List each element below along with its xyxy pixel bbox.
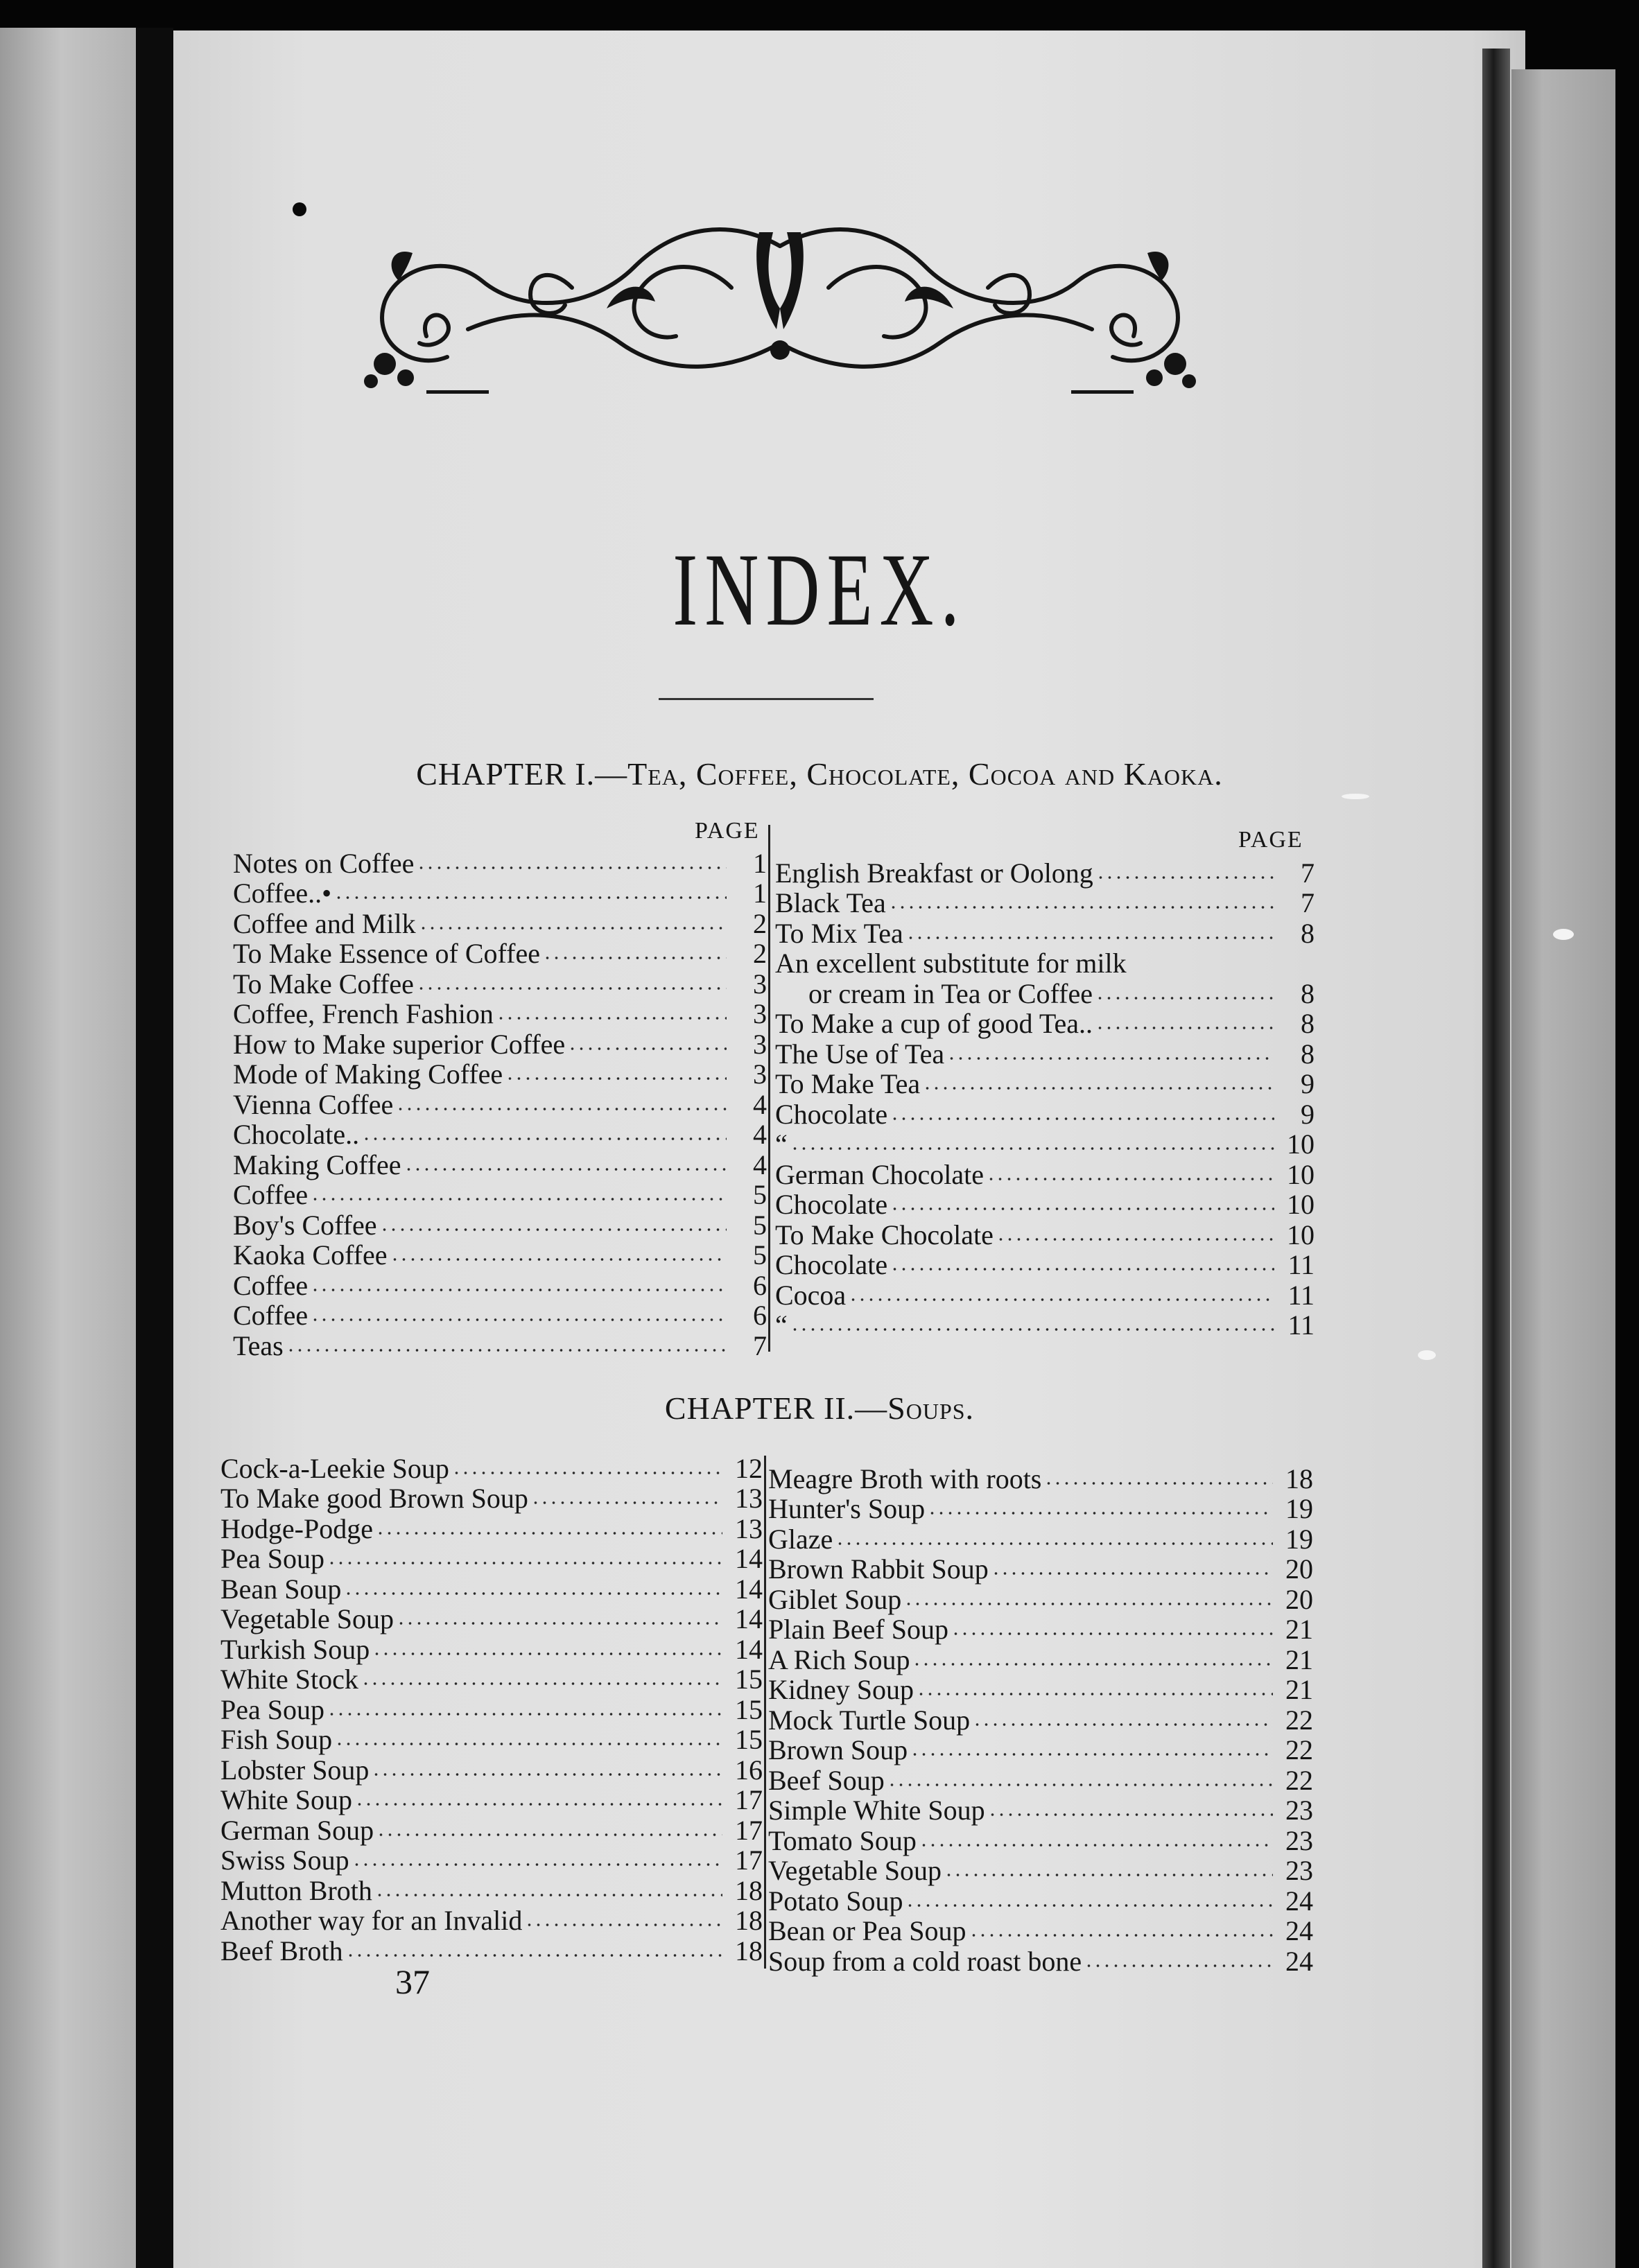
entry-title: Fish Soup (220, 1724, 333, 1755)
paper-speck (1553, 929, 1574, 940)
dot-leader (947, 1052, 1274, 1065)
dot-leader (996, 1232, 1274, 1246)
entry-title: Cock-a-Leekie Soup (220, 1452, 449, 1484)
index-entry (233, 1058, 767, 1089)
index-entry (233, 1119, 767, 1149)
entry-title: To Make Chocolate (775, 1219, 994, 1250)
index-entry (233, 1088, 767, 1119)
dot-leader (355, 1797, 722, 1811)
entry-title: German Chocolate (775, 1158, 984, 1190)
index-entry (220, 1633, 763, 1664)
entry-title: Beef Broth (220, 1935, 343, 1966)
index-entry (775, 1038, 1315, 1068)
dot-leader (525, 1918, 722, 1932)
dot-leader (344, 1587, 722, 1600)
dot-leader (923, 1081, 1274, 1095)
entry-title: Vegetable Soup (768, 1855, 942, 1886)
entry-title: “ (775, 1309, 788, 1341)
entry-title: Teas (233, 1329, 284, 1361)
entry-title: Giblet Soup (768, 1583, 902, 1615)
dot-leader (849, 1293, 1274, 1307)
entry-page-number: 3 (753, 1028, 767, 1060)
index-entry (768, 1885, 1313, 1915)
entry-page-number: 14 (735, 1633, 763, 1665)
entry-title: Bean Soup (220, 1573, 342, 1605)
entry-page-number: 22 (1285, 1704, 1313, 1736)
index-entry (768, 1855, 1313, 1885)
dot-leader (1095, 1021, 1274, 1035)
index-entry (220, 1693, 763, 1724)
entry-page-number: 14 (735, 1573, 763, 1605)
page-stack-edge (1511, 69, 1615, 2268)
index-entry (220, 1935, 763, 1965)
dot-leader (917, 1687, 1273, 1701)
page-number: 37 (395, 1962, 430, 2001)
entry-page-number: 6 (753, 1300, 767, 1331)
index-entry (768, 1704, 1313, 1734)
entry-title: Kaoka Coffee (233, 1239, 388, 1271)
dot-leader (404, 1162, 727, 1176)
dot-leader (311, 1283, 727, 1297)
entry-page-number: 12 (735, 1452, 763, 1484)
entry-page-number: 24 (1285, 1915, 1313, 1946)
entry-title: Brown Rabbit Soup (768, 1553, 989, 1585)
dot-leader (335, 1737, 722, 1751)
dot-leader (1096, 871, 1274, 884)
index-entry (775, 1128, 1315, 1159)
index-entry (768, 1614, 1313, 1644)
dot-leader (568, 1042, 727, 1056)
entry-page-number: 17 (735, 1844, 763, 1876)
entry-page-number: 18 (1285, 1463, 1313, 1494)
index-entry (220, 1874, 763, 1905)
entry-title: Meagre Broth with roots (768, 1463, 1042, 1494)
index-entry (768, 1824, 1313, 1855)
entry-title: Glaze (768, 1523, 833, 1555)
entry-title: An excellent substitute for milk (775, 948, 1127, 979)
index-entry (233, 907, 767, 938)
chapter-2-subtitle: Soups. (887, 1390, 975, 1426)
index-entry (233, 968, 767, 998)
entry-title: Tomato Soup (768, 1824, 917, 1856)
index-entry (233, 1239, 767, 1270)
dot-leader (496, 1011, 727, 1025)
index-entry (775, 1309, 1315, 1340)
entry-page-number: 4 (753, 1088, 767, 1120)
entry-page-number: 17 (735, 1814, 763, 1846)
entry-page-number: 24 (1285, 1885, 1313, 1917)
dot-leader (372, 1768, 722, 1781)
entry-title: Coffee..• (233, 878, 332, 909)
entry-page-number: 3 (753, 998, 767, 1029)
dot-leader (790, 1323, 1274, 1336)
ornament-icon (343, 204, 1217, 399)
index-entry (775, 1219, 1315, 1249)
index-entry (775, 857, 1315, 887)
entry-title: Vegetable Soup (220, 1603, 394, 1634)
entry-page-number: 20 (1285, 1583, 1313, 1615)
dot-leader (352, 1858, 722, 1872)
entry-title: Pea Soup (220, 1543, 324, 1574)
entry-page-number: 23 (1285, 1855, 1313, 1886)
entry-title: Simple White Soup (768, 1795, 985, 1826)
entry-title: To Make Essence of Coffee (233, 938, 540, 969)
dot-leader (991, 1567, 1273, 1580)
index-entry (775, 1249, 1315, 1280)
index-entry (775, 1279, 1315, 1309)
index-entry (768, 1674, 1313, 1704)
entry-title: Pea Soup (220, 1693, 324, 1725)
index-entry (775, 977, 1315, 1008)
entry-page-number: 8 (1301, 977, 1315, 1009)
entry-title: Coffee (233, 1269, 309, 1301)
entry-title: To Make Tea (775, 1068, 921, 1099)
entry-title: Chocolate (775, 1098, 888, 1130)
index-entry (233, 1149, 767, 1179)
entry-page-number: 3 (753, 968, 767, 1000)
entry-title: Swiss Soup (220, 1844, 349, 1876)
chapter-2-number: CHAPTER II.— (664, 1390, 888, 1426)
entry-page-number: 19 (1285, 1493, 1313, 1524)
dot-leader (1095, 991, 1274, 1005)
chapter-1-right-list (775, 857, 1315, 1339)
dot-leader (286, 1343, 727, 1357)
entry-page-number: 4 (753, 1149, 767, 1180)
index-entry (233, 1300, 767, 1330)
index-entry (233, 1209, 767, 1239)
index-entry (233, 938, 767, 968)
dot-leader (904, 1597, 1273, 1611)
index-title: INDEX. (673, 532, 966, 647)
index-entry (768, 1493, 1313, 1524)
entry-page-number: 4 (753, 1119, 767, 1150)
entry-page-number: 10 (1287, 1189, 1315, 1220)
index-entry (220, 1664, 763, 1694)
dot-leader (987, 1172, 1274, 1186)
entry-page-number: 7 (753, 1329, 767, 1361)
index-entry (220, 1543, 763, 1573)
index-entry (775, 887, 1315, 918)
entry-page-number: 15 (735, 1664, 763, 1695)
facing-page-edge (0, 28, 136, 2268)
entry-page-number: 18 (735, 1935, 763, 1966)
index-entry (220, 1512, 763, 1543)
chapter-2-left-list (220, 1452, 763, 1965)
index-entry (233, 1179, 767, 1210)
entry-title: Hodge-Podge (220, 1512, 373, 1544)
entry-page-number: 8 (1301, 1038, 1315, 1070)
index-entry (220, 1754, 763, 1784)
entry-title: Turkish Soup (220, 1633, 370, 1665)
dot-leader (912, 1657, 1273, 1671)
page-column-label-left: PAGE (695, 818, 760, 844)
entry-title: Plain Beef Soup (768, 1614, 948, 1645)
entry-title: Black Tea (775, 887, 886, 918)
entry-page-number: 21 (1285, 1674, 1313, 1705)
entry-title: Hunter's Soup (768, 1493, 926, 1524)
entry-title: “ (775, 1128, 788, 1160)
entry-title: German Soup (220, 1814, 374, 1846)
entry-title: White Stock (220, 1664, 358, 1695)
entry-title: Notes on Coffee (233, 847, 415, 879)
dot-leader (919, 1838, 1273, 1852)
entry-title: Coffee (233, 1179, 309, 1210)
dot-leader (372, 1647, 722, 1661)
dot-leader (889, 900, 1274, 914)
entry-page-number: 2 (753, 938, 767, 969)
entry-page-number: 9 (1301, 1068, 1315, 1099)
entry-title: To Make Coffee (233, 968, 414, 1000)
entry-page-number: 17 (735, 1784, 763, 1815)
book-gutter (136, 28, 173, 2268)
index-entry (233, 878, 767, 908)
entry-page-number: 23 (1285, 1824, 1313, 1856)
entry-title: Beef Soup (768, 1764, 885, 1796)
index-entry (768, 1553, 1313, 1584)
chapter-1-heading (0, 756, 1639, 792)
dot-leader (910, 1747, 1273, 1761)
column-divider-1 (768, 825, 770, 1352)
entry-page-number: 23 (1285, 1795, 1313, 1826)
dot-leader (790, 1142, 1274, 1155)
index-entry (220, 1814, 763, 1844)
index-entry (775, 1189, 1315, 1219)
entry-page-number: 6 (753, 1269, 767, 1301)
index-entry (768, 1463, 1313, 1493)
dot-leader (361, 1677, 722, 1691)
paper-speck (1342, 794, 1369, 799)
entry-page-number: 22 (1285, 1734, 1313, 1765)
entry-title: Potato Soup (768, 1885, 903, 1917)
dot-leader (346, 1948, 722, 1962)
entry-page-number: 1 (753, 847, 767, 879)
entry-title: Boy's Coffee (233, 1209, 377, 1241)
entry-page-number: 8 (1301, 1008, 1315, 1039)
entry-page-number: 24 (1285, 1945, 1313, 1977)
entry-page-number: 13 (735, 1512, 763, 1544)
entry-title: How to Make superior Coffee (233, 1028, 566, 1060)
entry-page-number: 19 (1285, 1523, 1313, 1555)
dot-leader (890, 1262, 1274, 1276)
chapter-1-subtitle: Tea, Coffee, Chocolate, Cocoa and Kaoka. (627, 756, 1223, 792)
entry-title: Bean or Pea Soup (768, 1915, 966, 1946)
entry-title: To Mix Tea (775, 917, 903, 949)
dot-leader (419, 921, 727, 935)
index-entry (775, 948, 1315, 978)
index-entry (768, 1523, 1313, 1553)
entry-title: English Breakfast or Oolong (775, 857, 1093, 889)
index-entry (768, 1583, 1313, 1614)
dot-leader (375, 1888, 722, 1902)
entry-page-number: 11 (1287, 1249, 1315, 1280)
entry-page-number: 10 (1287, 1158, 1315, 1190)
index-entry (220, 1573, 763, 1603)
index-entry (220, 1603, 763, 1634)
dot-leader (531, 1496, 722, 1510)
index-entry (220, 1844, 763, 1875)
entry-title: Chocolate.. (233, 1119, 360, 1150)
entry-page-number: 16 (735, 1754, 763, 1786)
index-entry (233, 1329, 767, 1360)
index-entry (768, 1643, 1313, 1674)
chapter-2-heading (0, 1390, 1639, 1427)
index-entry (233, 847, 767, 878)
page-column-label-right: PAGE (1238, 827, 1303, 853)
index-entry (775, 1068, 1315, 1099)
dot-leader (973, 1718, 1273, 1731)
entry-title: Soup from a cold roast bone (768, 1945, 1082, 1977)
entry-page-number: 2 (753, 907, 767, 939)
dot-leader (1044, 1476, 1273, 1490)
entry-title: To Make a cup of good Tea.. (775, 1008, 1093, 1039)
index-entry (775, 1098, 1315, 1128)
dot-leader (397, 1616, 722, 1630)
index-entry (768, 1764, 1313, 1795)
index-entry (768, 1795, 1313, 1825)
dot-leader (380, 1223, 727, 1237)
index-entry (775, 917, 1315, 948)
entry-title: Chocolate (775, 1189, 888, 1220)
entry-page-number: 5 (753, 1239, 767, 1271)
chapter-1-number: CHAPTER I.— (416, 756, 628, 792)
entry-page-number: 18 (735, 1874, 763, 1906)
index-entry (233, 998, 767, 1029)
chapter-2-right-list (768, 1463, 1313, 1975)
dot-leader (417, 982, 727, 995)
entry-title: To Make good Brown Soup (220, 1483, 528, 1514)
entry-title: or cream in Tea or Coffee (808, 977, 1093, 1009)
entry-title: Coffee and Milk (233, 907, 416, 939)
dot-leader (505, 1072, 727, 1085)
entry-title: Mode of Making Coffee (233, 1058, 503, 1090)
entry-page-number: 5 (753, 1209, 767, 1241)
index-entry (775, 1158, 1315, 1189)
index-entry (220, 1452, 763, 1483)
entry-page-number: 13 (735, 1483, 763, 1514)
index-entry (220, 1905, 763, 1935)
index-entry (775, 1008, 1315, 1038)
entry-page-number: 20 (1285, 1553, 1313, 1585)
dot-leader (887, 1778, 1273, 1792)
index-entry (233, 1269, 767, 1300)
entry-title: The Use of Tea (775, 1038, 945, 1070)
dot-leader (988, 1808, 1273, 1822)
entry-title: Brown Soup (768, 1734, 908, 1765)
entry-page-number: 11 (1287, 1309, 1315, 1341)
entry-page-number: 1 (753, 878, 767, 909)
index-entry (768, 1915, 1313, 1946)
dot-leader (311, 1192, 727, 1206)
page-edge-shadow (1482, 49, 1510, 2268)
entry-title: Cocoa (775, 1279, 847, 1311)
dot-leader (944, 1868, 1273, 1882)
entry-page-number: 22 (1285, 1764, 1313, 1796)
entry-page-number: 10 (1287, 1128, 1315, 1160)
dot-leader (390, 1253, 727, 1266)
entry-title: Vienna Coffee (233, 1088, 394, 1120)
dot-leader (327, 1707, 722, 1721)
dot-leader (417, 861, 727, 875)
entry-page-number: 15 (735, 1693, 763, 1725)
entry-title: A Rich Soup (768, 1643, 910, 1675)
entry-page-number: 21 (1285, 1614, 1313, 1645)
entry-page-number: 15 (735, 1724, 763, 1755)
index-entry (220, 1483, 763, 1513)
column-divider-2 (764, 1456, 766, 1969)
entry-page-number: 21 (1285, 1643, 1313, 1675)
entry-page-number: 18 (735, 1905, 763, 1936)
entry-title: Chocolate (775, 1249, 888, 1280)
index-entry (220, 1724, 763, 1754)
dot-leader (951, 1627, 1273, 1641)
dot-leader (334, 891, 727, 905)
dot-leader (452, 1466, 722, 1480)
entry-page-number: 3 (753, 1058, 767, 1090)
paper-speck (1418, 1350, 1436, 1360)
dot-leader (362, 1132, 727, 1146)
index-entry (768, 1945, 1313, 1975)
ink-spot (293, 202, 306, 216)
dot-leader (396, 1102, 727, 1116)
dot-leader (1084, 1959, 1273, 1973)
index-entry (220, 1784, 763, 1815)
chapter-1-left-list (233, 847, 767, 1360)
entry-page-number: 8 (1301, 917, 1315, 949)
dot-leader (311, 1313, 727, 1327)
index-entry (768, 1734, 1313, 1765)
entry-page-number: 9 (1301, 1098, 1315, 1130)
dot-leader (890, 1202, 1274, 1216)
entry-page-number: 7 (1301, 857, 1315, 889)
entry-page-number: 14 (735, 1543, 763, 1574)
entry-page-number: 7 (1301, 887, 1315, 918)
dot-leader (906, 931, 1274, 945)
entry-title: White Soup (220, 1784, 352, 1815)
dot-leader (327, 1556, 722, 1570)
entry-page-number: 10 (1287, 1219, 1315, 1250)
entry-title: Mutton Broth (220, 1874, 372, 1906)
entry-page-number: 11 (1287, 1279, 1315, 1311)
dot-leader (969, 1928, 1273, 1942)
entry-title: Coffee (233, 1300, 309, 1331)
dot-leader (928, 1506, 1273, 1520)
dot-leader (890, 1112, 1274, 1126)
dot-leader (376, 1526, 722, 1540)
dot-leader (905, 1899, 1273, 1912)
entry-title: Another way for an Invalid (220, 1905, 523, 1936)
entry-page-number: 14 (735, 1603, 763, 1634)
dot-leader (543, 951, 727, 965)
entry-title: Making Coffee (233, 1149, 401, 1180)
entry-title: Kidney Soup (768, 1674, 914, 1705)
index-entry (233, 1028, 767, 1058)
entry-page-number: 5 (753, 1179, 767, 1210)
entry-title: Coffee, French Fashion (233, 998, 494, 1029)
dot-leader (376, 1828, 722, 1842)
title-rule (659, 698, 874, 700)
dot-leader (835, 1537, 1273, 1551)
entry-title: Lobster Soup (220, 1754, 370, 1786)
entry-title: Mock Turtle Soup (768, 1704, 971, 1736)
